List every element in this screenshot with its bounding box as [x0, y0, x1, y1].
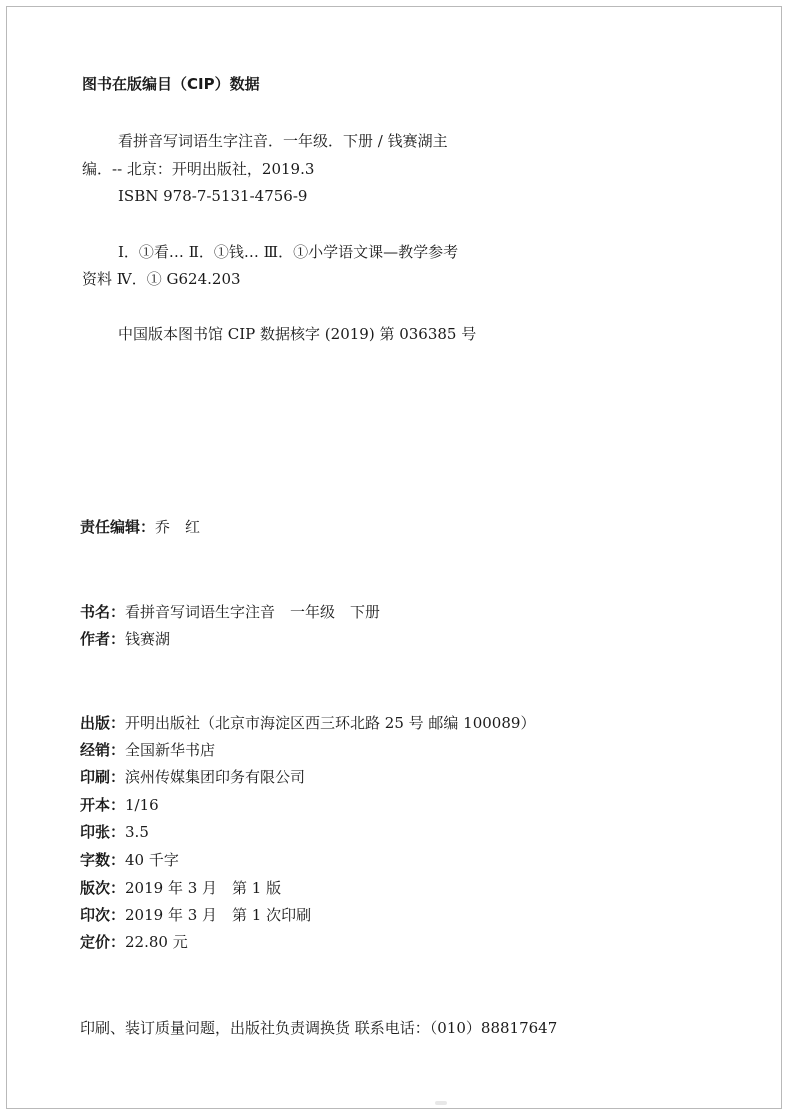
field-value: 1/16 — [125, 796, 159, 814]
publisher-field — [80, 713, 535, 733]
price-field — [80, 932, 188, 952]
scan-mark — [435, 1101, 447, 1105]
author-field — [80, 629, 170, 649]
field-value: 22.80 元 — [125, 933, 188, 951]
field-label: 开本： — [80, 796, 126, 814]
printing-field — [80, 905, 311, 925]
cip-data-number: 中国版本图书馆 CIP 数据核字 (2019) 第 036385 号 — [118, 325, 477, 343]
edition-field — [80, 878, 281, 898]
field-value: 乔 红 — [155, 518, 201, 536]
cip-record-line: ISBN 978-7-5131-4756-9 — [118, 187, 308, 205]
field-value: 3.5 — [125, 823, 149, 841]
cip-record-line: 看拼音写词语生字注音．一年级．下册 / 钱赛湖主 — [118, 132, 448, 150]
field-label: 印张： — [80, 823, 126, 841]
field-value: 开明出版社（北京市海淀区西三环北路 25 号 邮编 100089） — [125, 714, 536, 732]
word-count-field — [80, 850, 179, 870]
field-label: 作者： — [80, 630, 126, 648]
cip-heading: 图书在版编目（CIP）数据 — [82, 75, 260, 93]
field-label: 字数： — [80, 851, 126, 869]
distributor-field — [80, 740, 215, 760]
printer-field — [80, 767, 305, 787]
field-label: 定价： — [80, 933, 126, 951]
quality-notice: 印刷、装订质量问题，出版社负责调换货 联系电话：（010）88817647 — [80, 1019, 558, 1037]
field-label: 责任编辑： — [80, 518, 156, 536]
field-value: 全国新华书店 — [125, 741, 216, 759]
sheets-field — [80, 822, 149, 842]
field-label: 印刷： — [80, 768, 126, 786]
field-value: 2019 年 3 月 第 1 版 — [125, 879, 282, 897]
format-field — [80, 795, 159, 815]
cip-record-line: Ⅰ．①看… Ⅱ．①钱… Ⅲ．①小学语文课—教学参考 — [118, 243, 459, 261]
field-label: 版次： — [80, 879, 126, 897]
field-value: 钱赛湖 — [125, 630, 171, 648]
book-title-field — [80, 602, 380, 622]
field-value: 看拼音写词语生字注音 一年级 下册 — [125, 603, 381, 621]
field-value: 滨州传媒集团印务有限公司 — [125, 768, 306, 786]
cip-record-line: 资料 Ⅳ．① G624.203 — [82, 270, 241, 288]
field-value: 40 千字 — [125, 851, 179, 869]
field-label: 出版： — [80, 714, 126, 732]
cip-record-line: 编．-- 北京：开明出版社，2019.3 — [82, 160, 315, 178]
field-label: 书名： — [80, 603, 126, 621]
editor-field — [80, 517, 200, 537]
field-label: 印次： — [80, 906, 126, 924]
field-label: 经销： — [80, 741, 126, 759]
field-value: 2019 年 3 月 第 1 次印刷 — [125, 906, 312, 924]
